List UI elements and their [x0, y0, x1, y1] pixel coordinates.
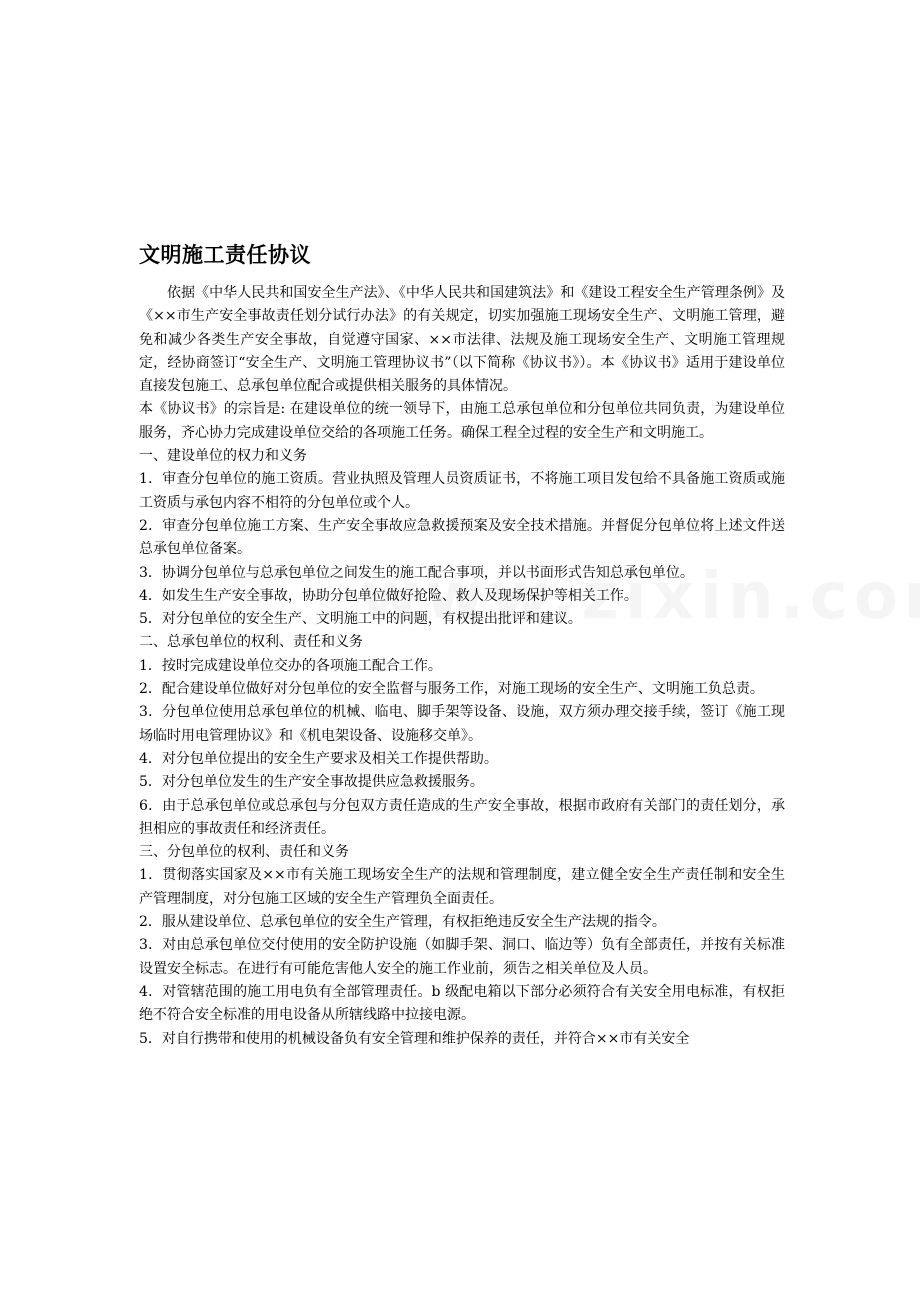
clause-gc-1: 1．按时完成建设单位交办的各项施工配合工作。 [139, 657, 442, 674]
clause-gc-6: 6．由于总承包单位或总承包与分包双方责任造成的生产安全事故，根据市政府有关部门的责任划分，承担相应的事故责任和经济责任。 [139, 797, 785, 837]
clause-gc-3: 3．分包单位使用总承包单位的机械、临电、脚手架等设备、设施，双方须办理交接手续，签订《施工现场临时用电管理协议》和《机电架设备、设施移交单》。 [139, 704, 785, 744]
clause-owner-1: 1．审查分包单位的施工资质。营业执照及管理人员资质证书，不将施工项目发包给不具备施工资质或施工资质与承包内容不相符的分包单位或个人。 [139, 471, 785, 511]
clause-gc-4: 4．对分包单位提出的安全生产要求及相关工作提供帮助。 [139, 750, 498, 767]
clause-owner-5: 5．对分包单位的安全生产、文明施工中的问题，有权提出批评和建议。 [139, 611, 582, 628]
clause-owner-4: 4．如发生生产安全事故，协助分包单位做好抢险、救人及现场保护等相关工作。 [139, 587, 638, 604]
clause-owner-2: 2．审查分包单位施工方案、生产安全事故应急救援预案及安全技术措施。并督促分包单位将上述文件送总承包单位备案。 [139, 517, 785, 558]
section-heading-subcontractor: 三、分包单位的权利、责任和义务 [139, 844, 349, 861]
document-page [139, 240, 785, 1051]
document-title: 文明施工责任协议 [139, 243, 311, 267]
intro-paragraph: 依据《中华人民共和国安全生产法》、《中华人民共和国建筑法》和《建设工程安全生产管理条例》及《××市生产安全事故责任划分试行办法》的有关规定，切实加强施工现场安全生产、文明施工管理，避免和减少各类生产安全事故，自觉遵守国家、××市法律、法规及施工现场安全生产、文明施工管理规定，经协商签订“安全生产、文明施工管理协议书”（以下简称《协议书》）。本《协议书》适用于建设单位直接发包施工、总承包单位配合或提供相关服务的具体情况。 [139, 285, 785, 395]
purpose-paragraph: 本《协议书》的宗旨是: 在建设单位的统一领导下，由施工总承包单位和分包单位共同负责，为建设单位服务，齐心协力完成建设单位交给的各项施工任务。确保工程全过程的安全生产和文明施工。 [139, 401, 785, 441]
clause-sub-2: 2．服从建设单位、总承包单位的安全生产管理，有权拒绝违反安全生产法规的指令。 [139, 914, 666, 931]
clause-sub-5: 5．对自行携带和使用的机械设备负有安全管理和维护保养的责任，并符合××市有关安全 [139, 1030, 690, 1047]
section-heading-general-contractor: 二、总承包单位的权利、责任和义务 [139, 634, 363, 651]
clause-sub-1: 1．贯彻落实国家及××市有关施工现场安全生产的法规和管理制度，建立健全安全生产责任制和安全生产管理制度，对分包施工区域的安全生产管理负全面责任。 [139, 867, 785, 907]
clause-sub-3: 3．对由总承包单位交付使用的安全防护设施（如脚手架、洞口、临边等）负有全部责任，并按有关标准设置安全标志。在进行有可能危害他人安全的施工作业前，须告之相关单位及人员。 [139, 937, 785, 977]
section-heading-owner: 一、建设单位的权力和义务 [139, 448, 307, 465]
clause-gc-5: 5．对分包单位发生的生产安全事故提供应急救援服务。 [139, 774, 484, 791]
clause-owner-3: 3．协调分包单位与总承包单位之间发生的施工配合事项，并以书面形式告知总承包单位。 [139, 564, 694, 581]
clause-gc-2: 2．配合建设单位做好对分包单位的安全监督与服务工作，对施工现场的安全生产、文明施工负总责。 [139, 681, 764, 698]
clause-sub-4: 4．对管辖范围的施工用电负有全部管理责任。b 级配电箱以下部分必须符合有关安全用电标准，有权拒绝不符合安全标准的用电设备从所辖线路中拉接电源。 [139, 983, 785, 1024]
